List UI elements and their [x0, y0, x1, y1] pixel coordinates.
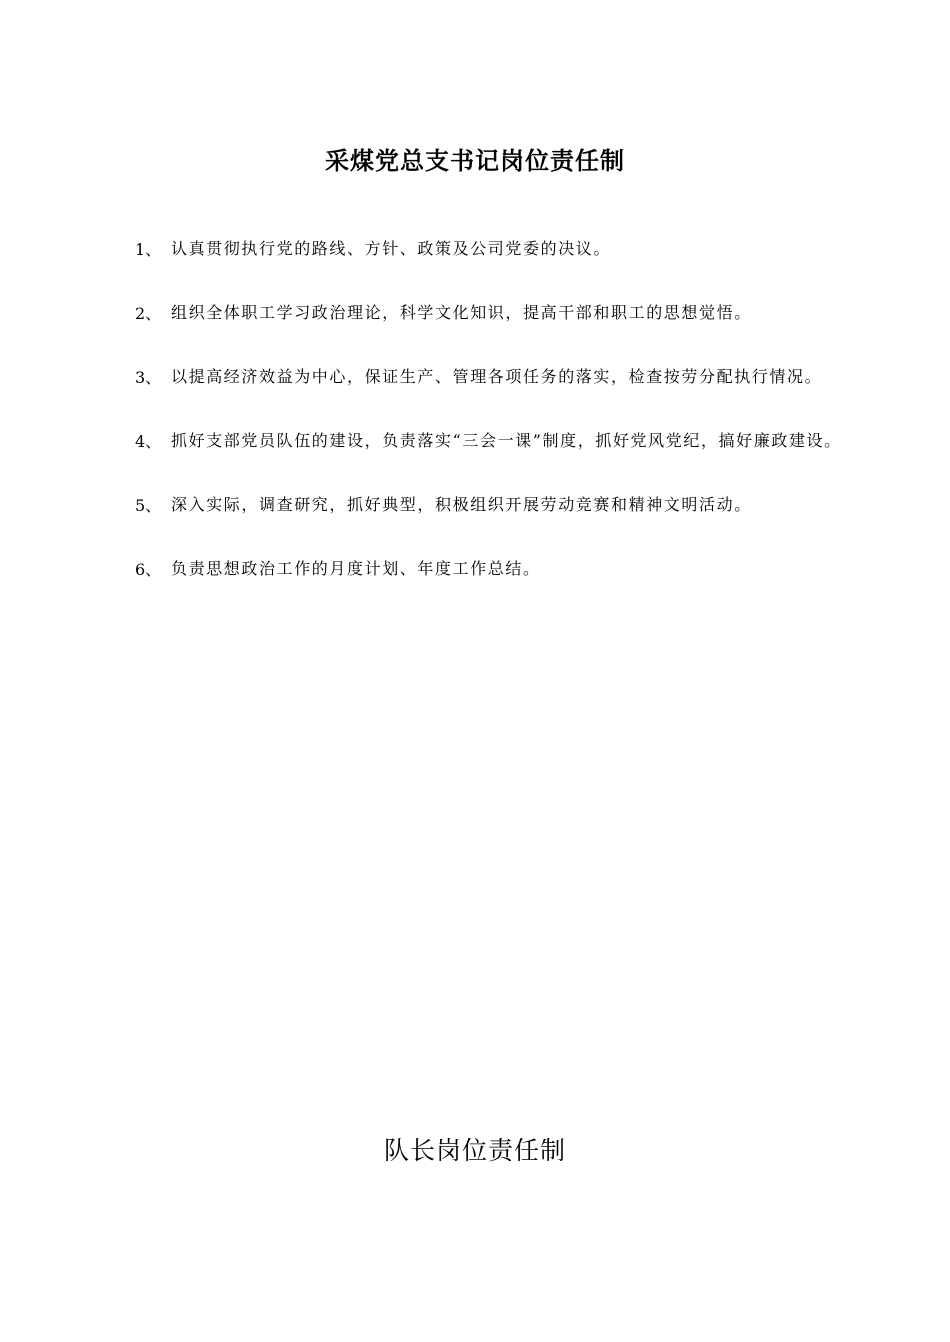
section-title: 队长岗位责任制 [383, 1136, 566, 1165]
list-item [135, 282, 850, 346]
item-text: 认真贯彻执行党的路线、方针、政策及公司党委的决议。 [171, 239, 612, 258]
list-item [135, 218, 850, 282]
item-number: 1、 [135, 240, 162, 259]
list-item [135, 474, 850, 538]
item-text: 组织全体职工学习政治理论，科学文化知识，提高干部和职工的思想觉悟。 [171, 303, 752, 322]
item-number: 2、 [135, 304, 162, 323]
item-number: 4、 [135, 432, 162, 451]
item-text: 抓好支部党员队伍的建设，负责落实“三会一课”制度，抓好党风党纪，搞好廉政建设。 [171, 431, 842, 450]
item-text: 以提高经济效益为中心，保证生产、管理各项任务的落实，检查按劳分配执行情况。 [171, 367, 823, 386]
list-item [135, 410, 850, 474]
document-title: 采煤党总支书记岗位责任制 [325, 146, 625, 175]
item-number: 5、 [135, 496, 162, 515]
item-number: 6、 [135, 560, 162, 579]
item-text: 负责思想政治工作的月度计划、年度工作总结。 [171, 559, 541, 578]
item-number: 3、 [135, 368, 162, 387]
list-item [135, 346, 850, 410]
item-text: 深入实际，调查研究，抓好典型，积极组织开展劳动竞赛和精神文明活动。 [171, 495, 752, 514]
duty-list [135, 218, 850, 602]
list-item [135, 538, 850, 602]
